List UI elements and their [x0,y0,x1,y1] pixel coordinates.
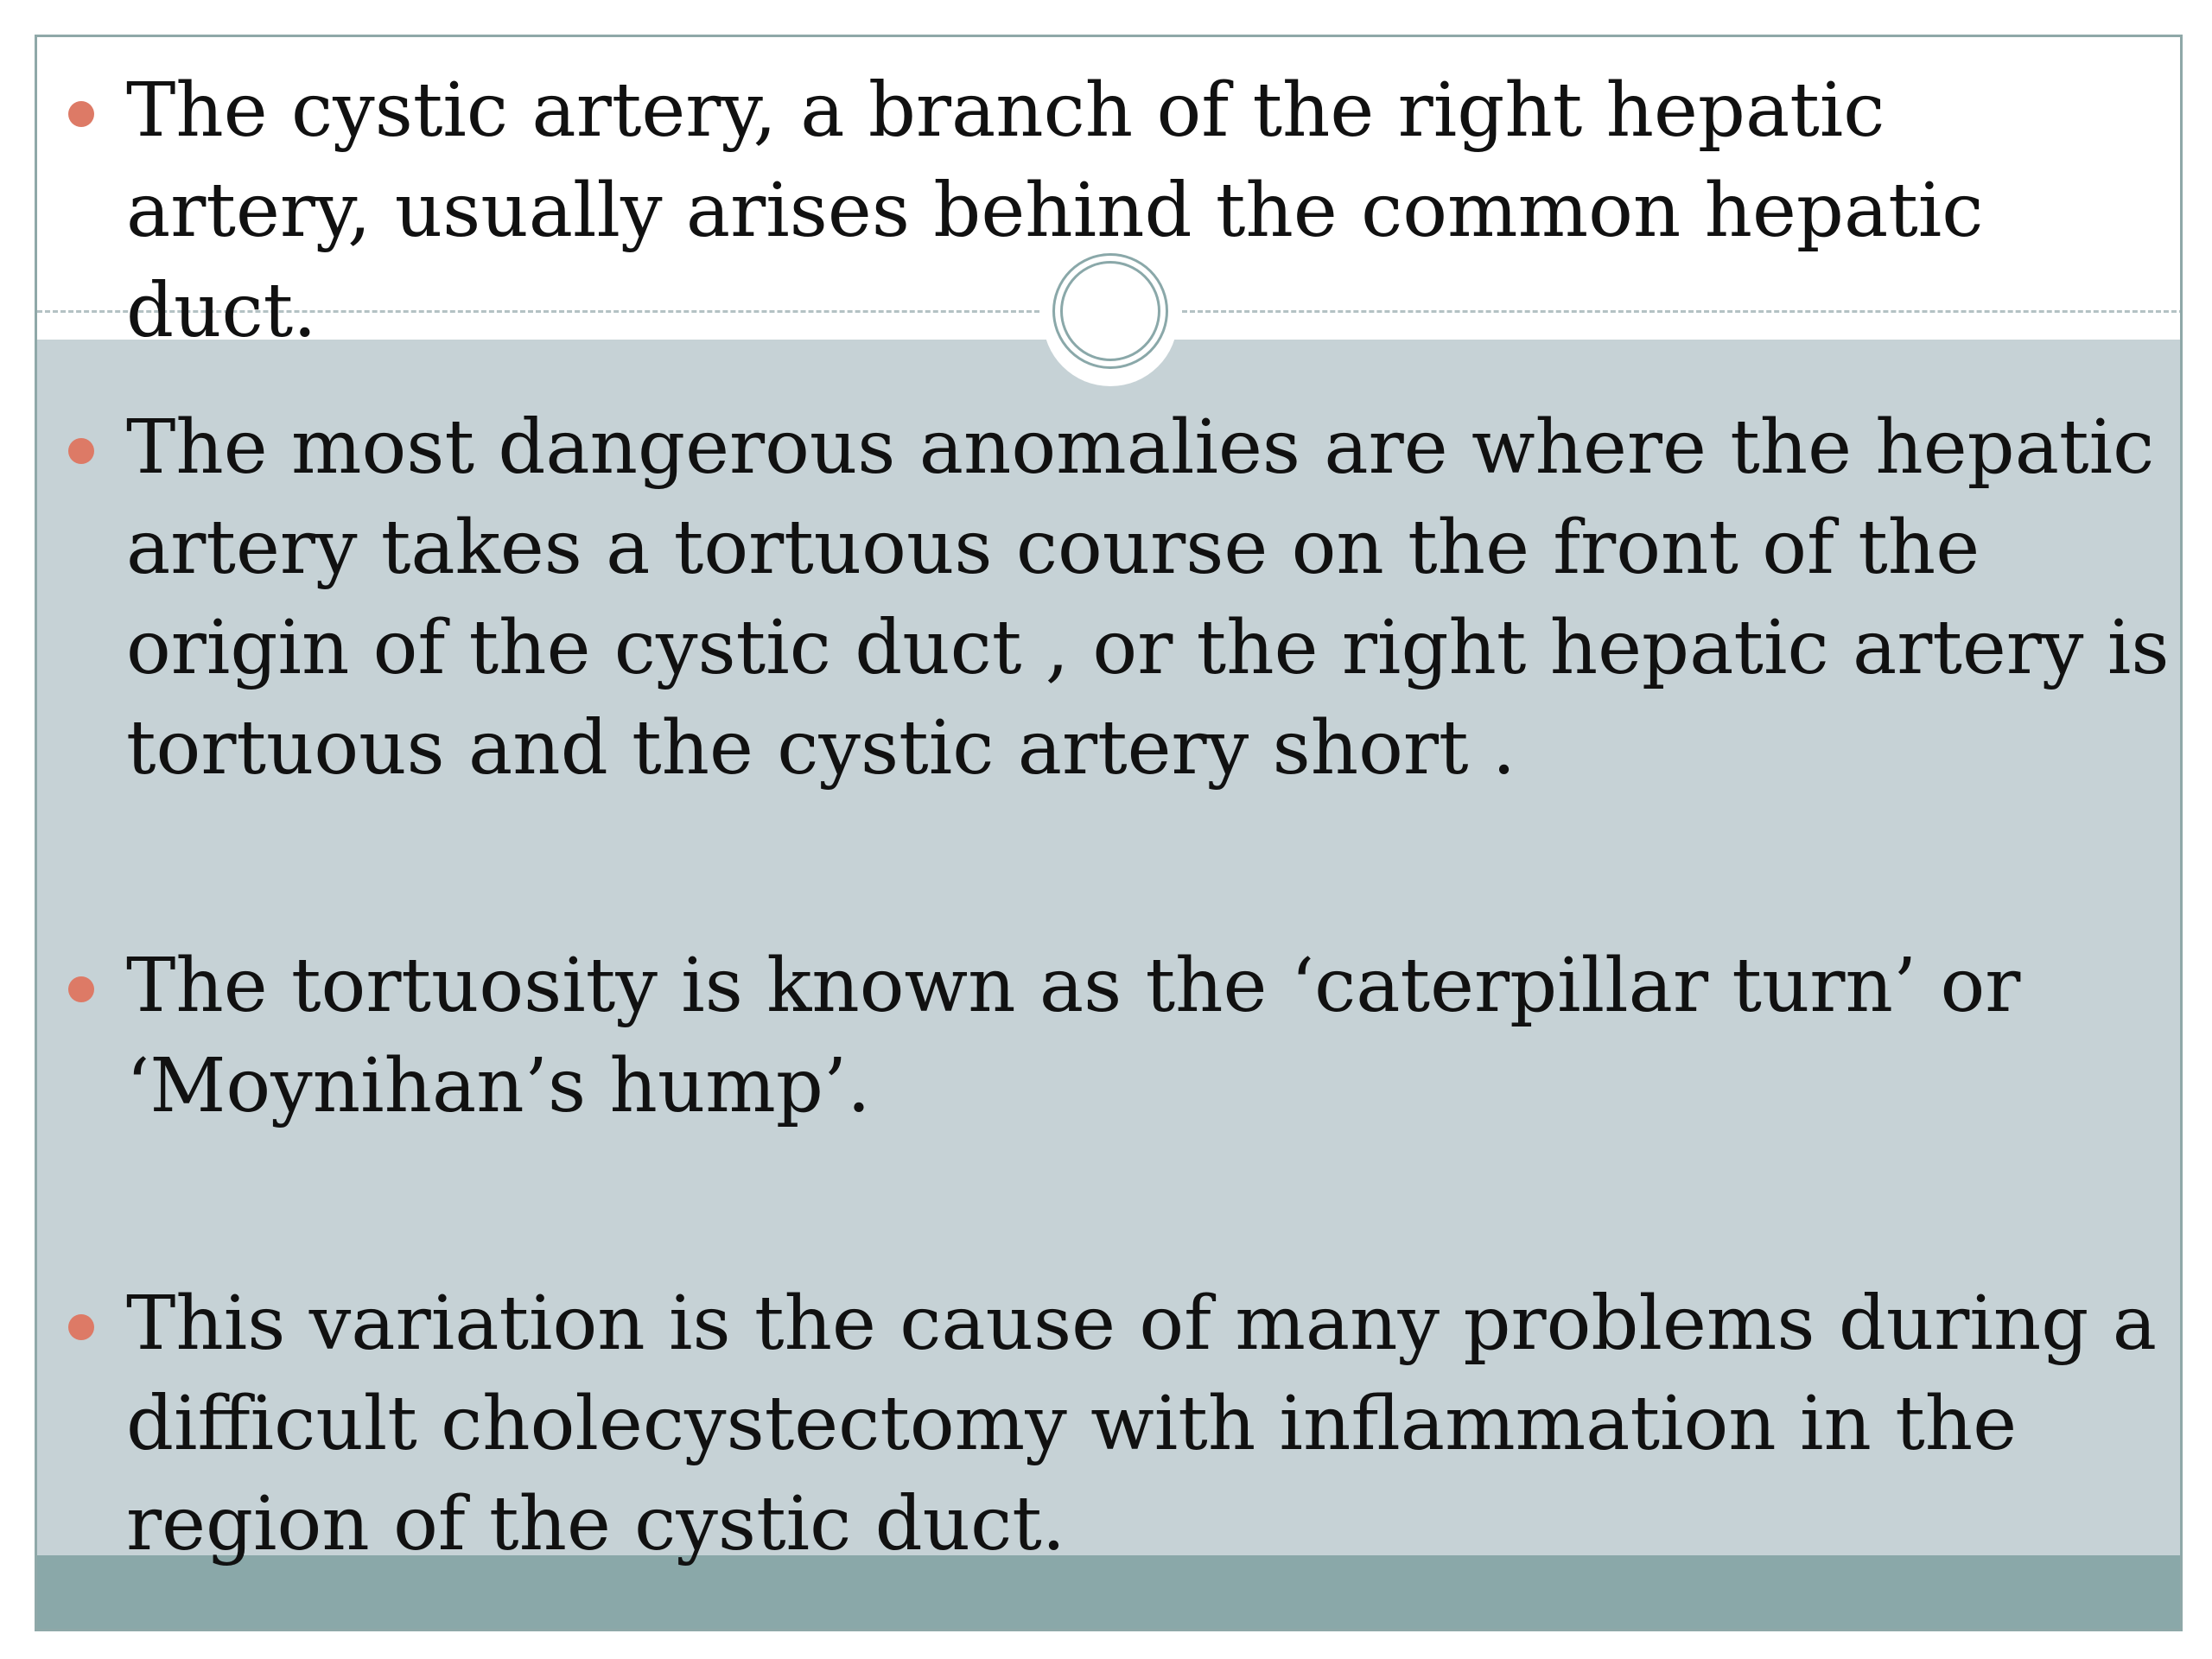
round-bullet-icon [68,976,94,1002]
bullet-text-2: The most dangerous anomalies are where the hepatic artery takes a tortuous course on the front of the origin of the cystic duct , or the right hepatic artery is tortuous and the cystic artery short . [126,404,2170,791]
slide [35,35,2183,1631]
round-bullet-icon [68,438,94,464]
bullet-text-4: This variation is the cause of many problems during a difficult cholecystectomy with inflammation in the region of the cystic duct. [126,1281,2157,1567]
bullet-text-3: The tortuosity is known as the ‘caterpillar turn’ or ‘Moynihan’s hump’. [126,943,2021,1129]
round-bullet-icon [68,1314,94,1340]
round-bullet-icon [68,101,94,127]
bullet-text-1: The cystic artery, a branch of the right hepatic artery, usually arises behind the common hepatic duct. [126,67,1984,354]
